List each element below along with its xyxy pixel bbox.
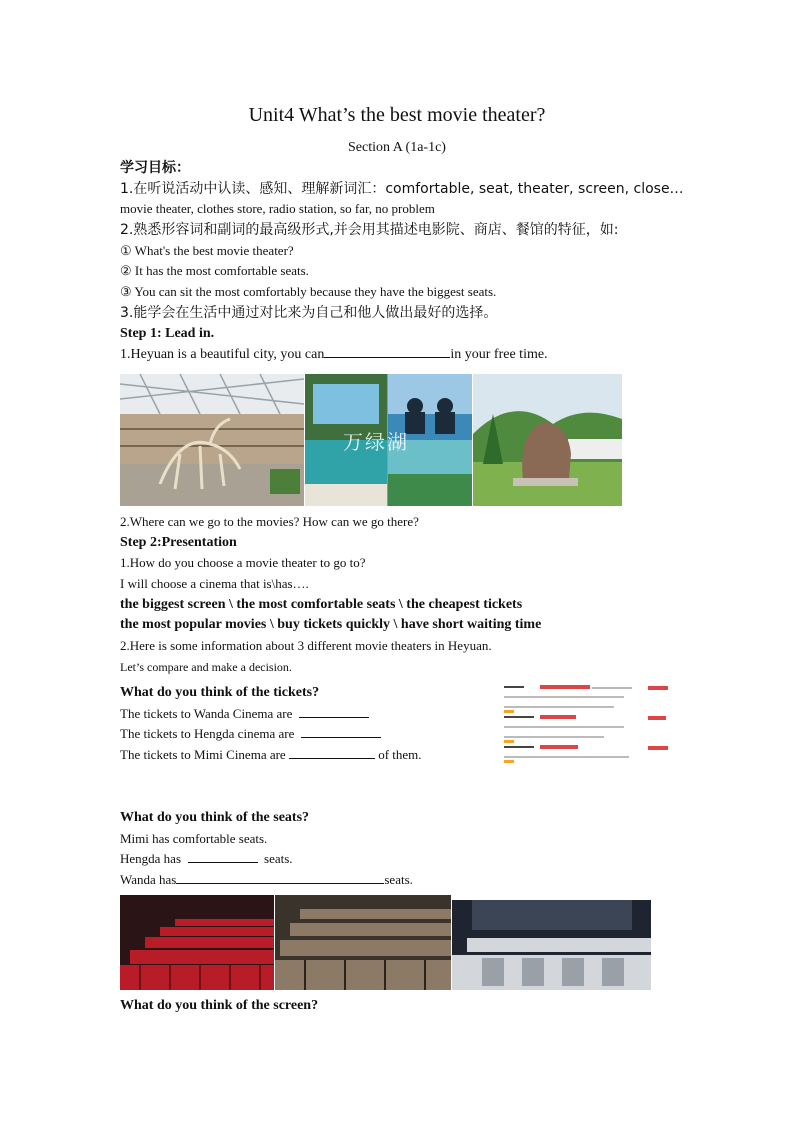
answer-blank[interactable] [188,849,258,863]
answer-blank[interactable] [301,724,381,738]
example-1: ① What's the best movie theater? [120,242,294,258]
answer-blank[interactable] [176,870,384,884]
ticket-price-screenshot [500,684,672,766]
choices-line-1: the biggest screen \ the most comfortable seats \ the cheapest tickets [120,596,523,612]
answer-blank[interactable] [299,704,369,718]
seat-line-hengda [120,849,660,870]
lake-photo-collage [305,374,472,506]
page-subtitle: Section A (1a-1c) [348,140,446,155]
seat-hengda-text: Hengda has [120,851,182,867]
objective-3: 3.能学会在生活中通过对比来为自己和他人做出最好的选择。 [120,304,498,321]
seat-line-mimi: Mimi has comfortable seats. [120,830,268,846]
tickets-section [120,683,500,766]
choices-line-2: the most popular movies \ buy tickets quickly \ have short waiting time [120,617,542,633]
ticket-wanda-text: The tickets to Wanda Cinema are [120,705,293,721]
seat-hengda-end: seats. [264,851,293,867]
step2-heading: Step 2:Presentation [120,534,237,550]
objective-1-line-1: 1.在听说活动中认读、感知、理解新词汇：comfortable, seat, theater, screen, close… [120,180,684,197]
ticket-mimi-end: of them. [378,747,422,763]
step1-heading: Step 1: Lead in. [120,325,215,341]
dinosaur-museum-photo [120,374,304,506]
vip-seats-photo [452,900,651,990]
tickets-question: What do you think of the tickets? [120,685,320,700]
step-2-content [120,512,660,678]
screen-question: What do you think of the screen? [120,998,319,1013]
seat-wanda-end: seats. [384,872,413,888]
ticket-mimi-text: The tickets to Mimi Cinema are [120,747,286,763]
park-stone-photo [473,374,622,506]
worksheet-content [120,158,684,365]
page-title: Unit4 What’s the best movie theater? [248,104,546,126]
recliner-seats-photo [275,895,451,990]
objective-2: 2.熟悉形容词和副词的最高级形式,并会用其描述电影院、商店、餐馆的特征，如: [120,222,619,239]
lake-watermark: 万绿湖 [343,430,409,454]
example-3: ③ You can sit the most comfortably because they have the biggest seats. [120,284,497,300]
ticket-line-hengda [120,724,500,745]
example-2: ② It has the most comfortable seats. [120,263,309,279]
ticket-hengda-text: The tickets to Hengda cinema are [120,726,295,742]
step1-question-2: 2.Where can we go to the movies? How can we go there? [120,514,419,529]
objective-1-line-2: movie theater, clothes store, radio station, so far, no problem [120,201,435,217]
step2-question-1-prompt: I will choose a cinema that is\has…. [120,576,309,592]
objectives-heading: 学习目标： [120,160,190,176]
answer-blank[interactable] [324,344,450,358]
seats-question: What do you think of the seats? [120,810,310,825]
seat-line-wanda [120,870,660,891]
step1-question-1 [120,344,660,365]
step1-q1-text: 1.Heyuan is a beautiful city, you can [120,347,325,363]
red-seats-photo [120,895,274,990]
seats-section [120,808,660,891]
step2-question-2-instruction: Let’s compare and make a decision. [120,659,292,674]
ticket-line-mimi [120,745,500,766]
ticket-line-wanda [120,704,500,725]
step1-q1-end: in your free time. [450,347,548,363]
answer-blank[interactable] [289,745,375,759]
seat-wanda-text: Wanda has [120,872,177,888]
screen-section [120,996,660,1017]
step2-question-1: 1.How do you choose a movie theater to go to? [120,555,366,571]
step2-question-2: 2.Here is some information about 3 different movie theaters in Heyuan. [120,638,492,654]
